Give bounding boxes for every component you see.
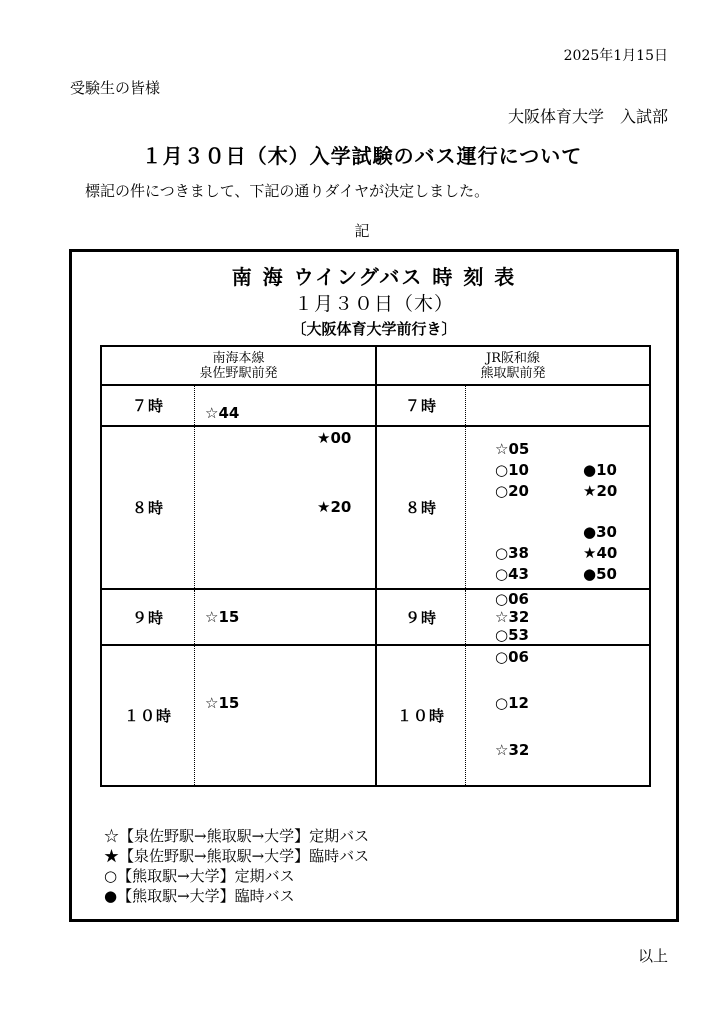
record-marker: 記: [354, 222, 370, 240]
document-body-text: 標記の件につきまして、下記の通りダイヤが決定しました。: [85, 182, 490, 200]
hour-cell-jr: [377, 427, 466, 588]
time-line: [466, 692, 649, 715]
hour-cell-nankai: [102, 590, 195, 644]
time-line: [466, 439, 649, 460]
time-line: [466, 626, 649, 644]
timetable-title: 南 海 ウイングバス 時 刻 表: [231, 265, 517, 289]
hour-cell-nankai: [102, 427, 195, 588]
times-cell-jr: [466, 590, 649, 644]
time-line: [195, 716, 375, 739]
timetable: [100, 345, 651, 787]
time-entry: ★20: [583, 481, 618, 500]
time-line: [466, 762, 649, 785]
closing-marker: 以上: [637, 947, 668, 965]
time-entry: ☆32: [495, 607, 530, 626]
time-entry: ★00: [317, 429, 352, 447]
timetable-row-8: [102, 427, 649, 590]
hour-cell-jr: [377, 646, 466, 785]
time-line: [195, 427, 375, 450]
time-line: [195, 762, 375, 785]
timetable-row-9: [102, 590, 649, 646]
time-line: [195, 473, 375, 496]
timetable-header: [102, 347, 649, 386]
time-entry: ○06: [495, 589, 529, 608]
time-entry: ○53: [495, 625, 529, 644]
line-name: 南海本線: [212, 350, 265, 366]
time-entry: ☆05: [495, 439, 530, 458]
time-entry: ☆15: [205, 694, 240, 713]
timetable-box: [69, 249, 679, 922]
hour-cell-nankai: [102, 646, 195, 785]
times-cell-jr: [466, 646, 649, 785]
document-title: １月３０日（木）入学試験のバス運行について: [141, 144, 583, 168]
timetable-row-7: [102, 386, 649, 427]
time-line: [195, 519, 375, 542]
time-line: [195, 608, 375, 626]
header-nankai-line: [102, 347, 377, 384]
hour-text: １０時: [123, 707, 172, 725]
document-date: 2025年1月15日: [563, 48, 668, 64]
hour-cell-jr: [377, 386, 466, 425]
time-line: [195, 386, 375, 425]
time-line: [195, 669, 375, 692]
times-cell-nankai: [195, 646, 377, 785]
time-line: [466, 716, 649, 739]
legend-item-extra-kumatori: ●【熊取駅→大学】臨時バス: [104, 887, 295, 905]
time-line: [466, 481, 649, 502]
time-entry: ○38: [495, 544, 529, 563]
time-entry: ●10: [583, 460, 617, 479]
legend-item-regular-izumisano: ☆【泉佐野駅→熊取駅→大学】定期バス: [104, 827, 370, 845]
times-cell-nankai: [195, 590, 377, 644]
time-line: [195, 626, 375, 644]
hour-text: ９時: [131, 608, 164, 627]
time-line: [466, 669, 649, 692]
hour-text: ９時: [404, 608, 437, 627]
time-line: [466, 543, 649, 564]
time-entry: ○06: [495, 648, 529, 667]
sender: 大阪体育大学 入試部: [507, 107, 668, 126]
time-entry: ☆32: [495, 740, 530, 759]
time-line: [466, 564, 649, 585]
time-line: [466, 460, 649, 481]
hour-text: ８時: [131, 499, 164, 517]
timetable-date: １月３０日（木）: [293, 293, 454, 315]
time-line: [466, 386, 649, 425]
time-line: [466, 522, 649, 543]
time-line: [195, 739, 375, 762]
time-line: [466, 739, 649, 762]
time-line: [195, 565, 375, 588]
time-entry: ☆15: [205, 607, 240, 626]
hour-text: ７時: [404, 397, 437, 415]
time-line: [195, 646, 375, 669]
addressee: 受験生の皆様: [70, 79, 161, 97]
time-line: [466, 646, 649, 669]
time-entry: ★20: [317, 498, 352, 516]
time-entry: ○20: [495, 481, 529, 500]
time-entry: ○12: [495, 694, 529, 713]
times-cell-jr: [466, 427, 649, 588]
station-name: 泉佐野駅前発: [199, 365, 278, 381]
time-line: [195, 450, 375, 473]
timetable-destination: 〔大阪体育大学前行き〕: [291, 320, 457, 338]
time-line: [466, 502, 649, 523]
time-entry: ●50: [583, 565, 617, 584]
hour-text: １０時: [396, 707, 445, 725]
header-jr-line: [377, 347, 649, 384]
legend-item-regular-kumatori: ○【熊取駅→大学】定期バス: [104, 867, 295, 885]
station-name: 熊取駅前発: [480, 365, 546, 381]
time-line: [195, 590, 375, 608]
time-entry: ★40: [583, 544, 618, 563]
time-line: [195, 542, 375, 565]
legend: [104, 826, 369, 906]
hour-cell-nankai: [102, 386, 195, 425]
hour-text: ８時: [404, 499, 437, 517]
time-entry: ●30: [583, 523, 617, 542]
line-name: JR阪和線: [486, 350, 540, 366]
timetable-row-10: [102, 646, 649, 785]
legend-item-extra-izumisano: ★【泉佐野駅→熊取駅→大学】臨時バス: [104, 847, 370, 865]
time-entry: ○43: [495, 565, 529, 584]
time-entry: ○10: [495, 460, 529, 479]
time-line: [466, 590, 649, 608]
hour-text: ７時: [131, 397, 164, 415]
time-line: [195, 496, 375, 519]
hour-cell-jr: [377, 590, 466, 644]
times-cell-nankai: [195, 427, 377, 588]
time-entry: ☆44: [205, 404, 240, 422]
time-line: [195, 692, 375, 715]
time-line: [466, 608, 649, 626]
times-cell-nankai: [195, 386, 377, 425]
times-cell-jr: [466, 386, 649, 425]
